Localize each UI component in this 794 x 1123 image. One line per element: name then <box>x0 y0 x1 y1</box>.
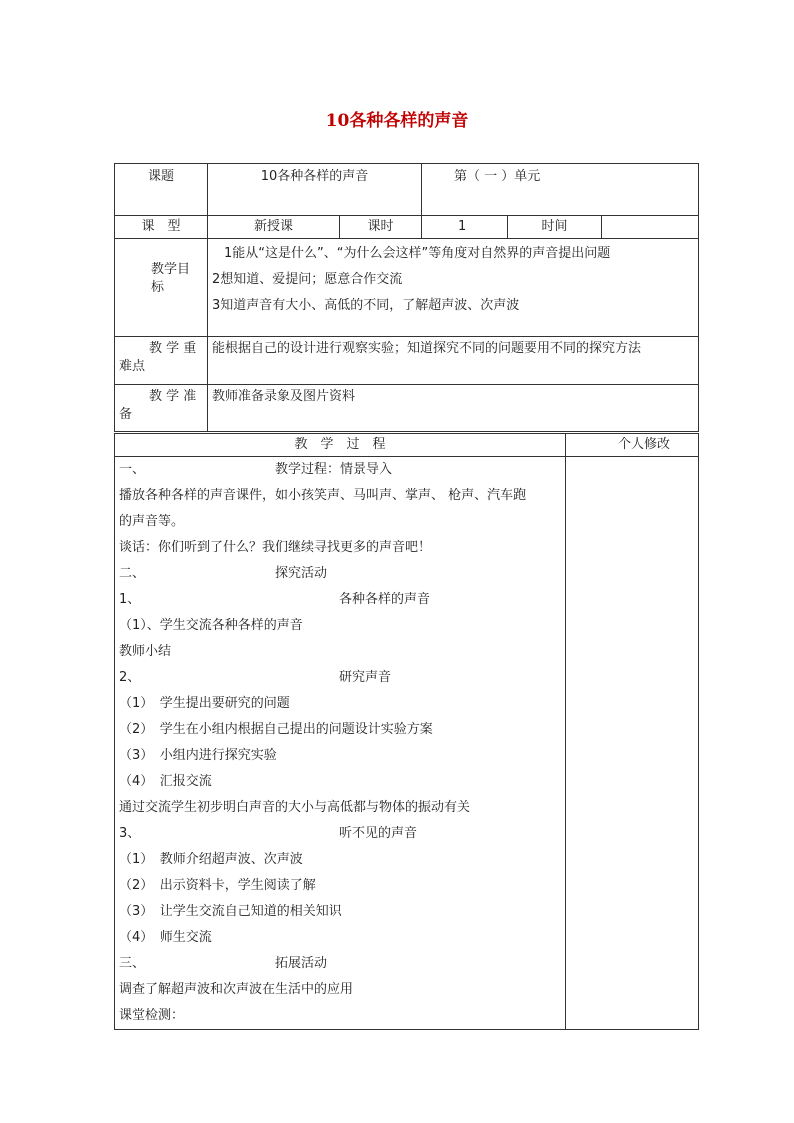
objectives-label: 教学目 标 <box>115 239 208 337</box>
process-lines <box>115 457 565 1029</box>
process-line-text: （1）、学生交流各种各样的声音 <box>119 618 303 633</box>
process-line-text: 播放各种各样的声音课件，如小孩笑声、马叫声、掌声、 枪声、汽车跑 <box>119 488 527 503</box>
process-line <box>115 925 565 951</box>
process-line <box>115 483 565 509</box>
process-line <box>115 639 565 665</box>
process-line <box>115 457 565 483</box>
process-line-heading: 听不见的声音 <box>339 826 418 841</box>
process-line <box>115 665 565 691</box>
process-line <box>115 561 565 587</box>
revision-notes <box>566 457 699 1030</box>
process-line <box>115 509 565 535</box>
objective-item: 2想知道、爱提问；愿意合作交流 <box>212 272 403 287</box>
objectives-content <box>208 239 699 337</box>
objective-item: 3知道声音有大小、高低的不同，了解超声波、次声波 <box>212 298 520 313</box>
process-line <box>115 613 565 639</box>
lesson-info-table <box>114 163 699 432</box>
lesson-type-value: 新授课 <box>208 216 340 239</box>
time-value <box>602 216 699 239</box>
process-line <box>115 795 565 821</box>
page-title: 10各种各样的声音 <box>325 111 469 131</box>
process-line <box>115 847 565 873</box>
process-line <box>115 691 565 717</box>
lesson-type-label: 课 型 <box>115 216 208 239</box>
time-label: 时间 <box>508 216 602 239</box>
process-line <box>115 951 565 977</box>
process-line-text: （2） 出示资料卡，学生阅读了解 <box>119 878 316 893</box>
key-points-content: 能根据自己的设计进行观察实验；知道探究不同的问题要用不同的探究方法 <box>208 337 699 385</box>
process-line <box>115 821 565 847</box>
period-label: 课时 <box>340 216 422 239</box>
process-line <box>115 717 565 743</box>
process-line-text: 2、 <box>119 670 141 685</box>
process-line <box>115 769 565 795</box>
process-line-heading: 各种各样的声音 <box>339 592 431 607</box>
topic-value: 10各种各样的声音 <box>208 164 422 216</box>
process-line-text: （1） 教师介绍超声波、次声波 <box>119 852 303 867</box>
process-line <box>115 899 565 925</box>
process-line-text: 课堂检测： <box>119 1008 185 1023</box>
process-line-text: （4） 师生交流 <box>119 930 212 945</box>
process-line <box>115 977 565 1003</box>
period-value: 1 <box>422 216 508 239</box>
process-line-heading: 拓展活动 <box>275 956 328 971</box>
process-line-text: （3） 小组内进行探究实验 <box>119 748 277 763</box>
preparation-content: 教师准备录象及图片资料 <box>208 385 699 432</box>
revision-header: 个人修改 <box>566 434 699 457</box>
process-line-text: 二、 <box>119 566 146 581</box>
process-line-text: 通过交流学生初步明白声音的大小与高低都与物体的振动有关 <box>119 800 471 815</box>
preparation-label: 教 学 准 备 <box>115 385 208 432</box>
process-line-heading: 研究声音 <box>339 670 392 685</box>
process-line-text: 谈话：你们听到了什么？我们继续寻找更多的声音吧！ <box>119 540 432 555</box>
topic-label: 课题 <box>115 164 208 216</box>
process-line-text: 调查了解超声波和次声波在生活中的应用 <box>119 982 354 997</box>
process-content <box>115 457 566 1030</box>
process-line-text: 教师小结 <box>119 644 172 659</box>
process-line-text: （1） 学生提出要研究的问题 <box>119 696 290 711</box>
process-line-heading: 探究活动 <box>275 566 328 581</box>
process-line <box>115 743 565 769</box>
process-line <box>115 873 565 899</box>
process-line <box>115 535 565 561</box>
process-line <box>115 1003 565 1029</box>
process-header: 教 学 过 程 <box>115 434 566 457</box>
process-line-text: （2） 学生在小组内根据自己提出的问题设计实验方案 <box>119 722 433 737</box>
process-line-heading: 教学过程：情景导入 <box>275 462 393 477</box>
process-line-text: 三、 <box>119 956 146 971</box>
process-line-text: 的声音等。 <box>119 514 185 529</box>
process-line-text: （4） 汇报交流 <box>119 774 212 789</box>
process-line-text: 3、 <box>119 826 141 841</box>
process-line-text: 一、 <box>119 462 146 477</box>
process-line-text: （3） 让学生交流自己知道的相关知识 <box>119 904 342 919</box>
key-points-label: 教 学 重 难点 <box>115 337 208 385</box>
objective-item: 1能从“这是什么”、“为什么会这样”等角度对自然界的声音提出问题 <box>224 246 611 261</box>
unit-label: 第（ 一 ）单元 <box>422 164 699 216</box>
process-line-text: 1、 <box>119 592 141 607</box>
process-line <box>115 587 565 613</box>
teaching-process-table <box>114 433 699 1030</box>
